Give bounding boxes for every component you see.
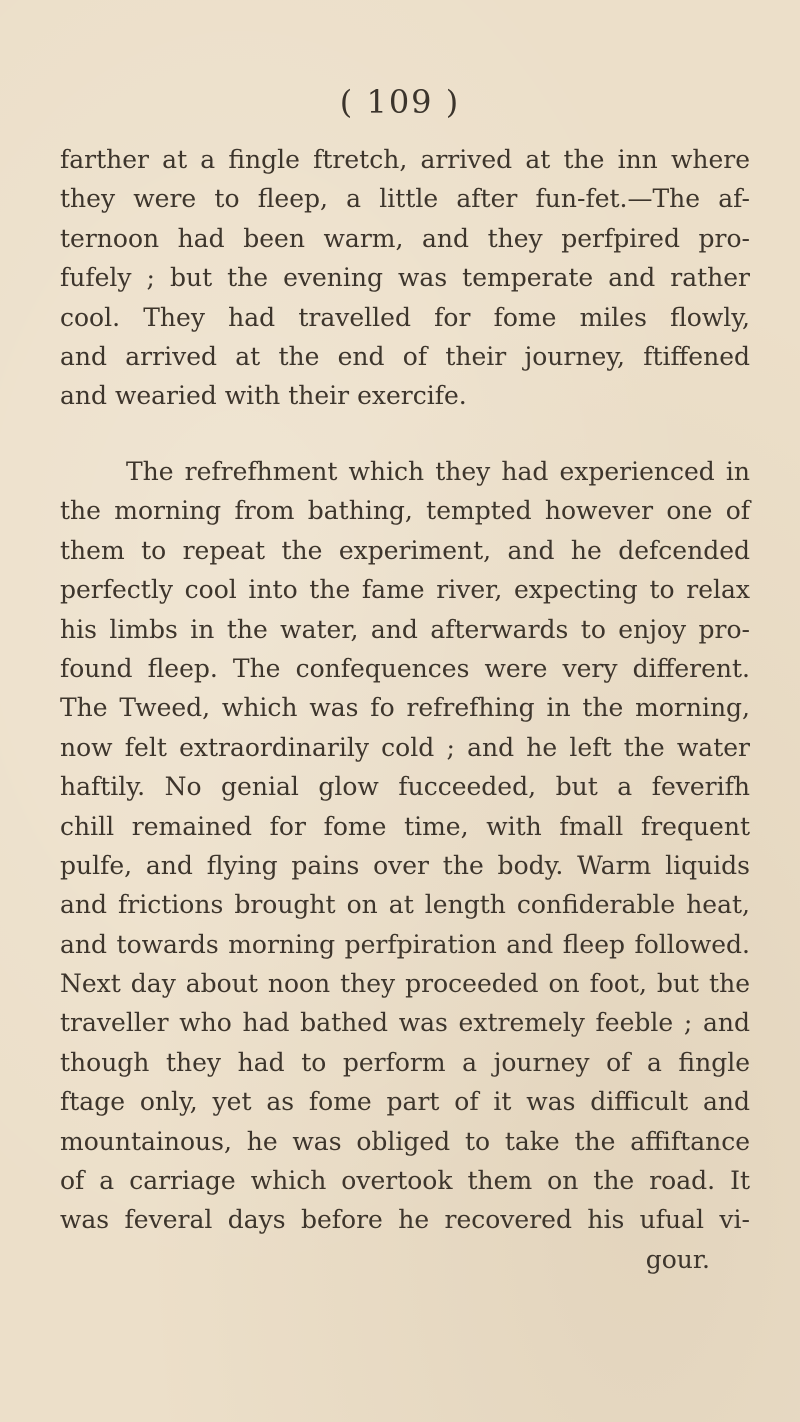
text-line: ternoon had been warm, and they perfpired pro- xyxy=(60,223,750,253)
text-line: Next day about noon they proceeded on foot, but the xyxy=(60,969,750,999)
paragraph-2 xyxy=(60,452,750,1279)
text-line: and towards morning perfpiration and fleep followed. xyxy=(60,929,750,959)
text-line: now felt extraordinarily cold ; and he left the water xyxy=(60,732,750,762)
text-line: was feveral days before he recovered his ufual vi- xyxy=(60,1205,750,1235)
text-line: pulfe, and flying pains over the body. Warm liquids xyxy=(60,850,750,880)
catchword: gour. xyxy=(645,1244,710,1274)
text-line: found fleep. The confequences were very different. xyxy=(60,653,750,683)
text-line: farther at a fingle ftretch, arrived at the inn where xyxy=(60,145,750,174)
text-line: them to repeat the experiment, and he defcended xyxy=(60,535,750,565)
text-line: The Tweed, which was fo refrefhing in the morning, xyxy=(60,693,750,723)
text-line: haftily. No genial glow fucceeded, but a feverifh xyxy=(60,772,750,802)
text-line: traveller who had bathed was extremely feeble ; and xyxy=(60,1008,750,1038)
page-number: ( 109 ) xyxy=(339,83,461,121)
text-line: of a carriage which overtook them on the road. It xyxy=(60,1166,750,1196)
text-line: perfectly cool into the fame river, expecting to relax xyxy=(60,575,750,605)
text-line: mountainous, he was obliged to take the affiftance xyxy=(60,1126,750,1156)
text-line: and arrived at the end of their journey, ftiffened xyxy=(60,341,750,371)
paragraph-1 xyxy=(60,140,750,416)
text-line: and frictions brought on at length confiderable heat, xyxy=(60,890,750,920)
text-line: and wearied with their exercife. xyxy=(60,381,467,411)
text-line: The refrefhment which they had experienced in xyxy=(126,457,750,486)
text-line: fufely ; but the evening was temperate and rather xyxy=(60,263,750,293)
text-line: they were to fleep, a little after fun-fet.—The af- xyxy=(60,184,750,214)
text-line: the morning from bathing, tempted however one of xyxy=(60,496,750,526)
text-line: though they had to perform a journey of a fingle xyxy=(60,1047,750,1077)
text-line: chill remained for fome time, with fmall frequent xyxy=(60,811,750,841)
text-line: cool. They had travelled for fome miles flowly, xyxy=(60,302,750,332)
text-line: his limbs in the water, and afterwards to enjoy pro- xyxy=(60,614,750,644)
text-line: ftage only, yet as fome part of it was difficult and xyxy=(60,1087,750,1117)
